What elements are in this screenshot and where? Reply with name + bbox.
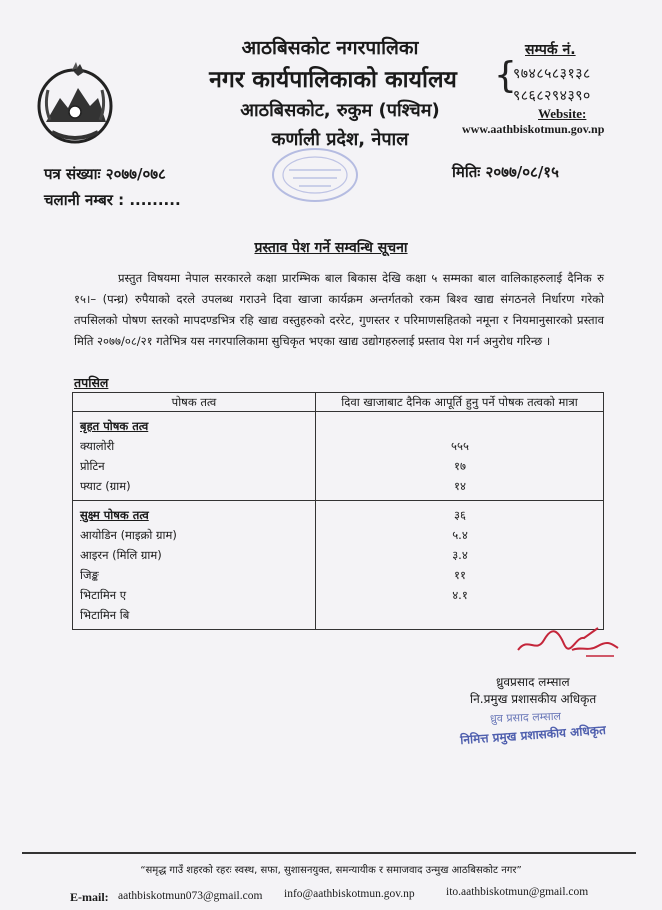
footer-divider (22, 852, 636, 854)
nutrient-value: ३.४ (452, 548, 468, 562)
letter-date: मितिः २०७७/०८/१५ (452, 163, 559, 181)
signer-designation: नि.प्रमुख प्रशासकीय अधिकृत (470, 692, 597, 706)
nutrient-name: आइरन (मिलि ग्राम) (80, 548, 162, 562)
website-url: www.aathbiskotmun.gov.np (462, 122, 605, 136)
macro-nutrient-values (316, 412, 604, 501)
nutrient-value: १७ (454, 459, 466, 473)
footer-slogan: “समृद्ध गाउँ शहरको रहरः स्वस्थ, सफा, सुशासनयुक्त, समन्यायीक र समाजवाद उन्मुख आठबिसकोट नगर” (140, 865, 522, 876)
subject-text: प्रस्ताव पेश गर्ने सम्वन्धि सूचना (254, 240, 408, 256)
micro-nutrient-values (316, 501, 604, 630)
macro-nutrient-names (73, 412, 316, 501)
email-address-2[interactable]: info@aathbiskotmun.gov.np (284, 888, 415, 900)
municipality-name: आठबिसकोट नगरपालिका (241, 37, 419, 59)
brace-icon: { (494, 55, 517, 96)
office-name: नगर कार्यपालिकाको कार्यालय (209, 67, 457, 93)
table-header-row (73, 393, 604, 412)
office-location: आठबिसकोट, रुकुम (पश्चिम) (240, 100, 440, 121)
macro-group-title: बृहत पोषक तत्व (80, 419, 149, 433)
nutrient-name: जिङ्क (80, 568, 99, 582)
nutrient-value: ३६ (454, 508, 466, 522)
schedule-label: तपसिल (74, 375, 109, 390)
body-paragraph (74, 268, 604, 352)
nutrient-value: ११ (454, 568, 466, 582)
email-address-3[interactable]: ito.aathbiskotmun@gmail.com (446, 886, 589, 898)
signer-name: ध्रुवप्रसाद लम्साल (496, 675, 570, 689)
table-row-macro (73, 412, 604, 501)
nutrient-name: आयोडिन (माइक्रो ग्राम) (80, 528, 177, 542)
table-header-quantity: दिवा खाजाबाट दैनिक आपूर्ति हुनु पर्ने पोषक तत्वको मात्रा (316, 393, 604, 412)
body-text: प्रस्तुत विषयमा नेपाल सरकारले कक्षा प्रारम्भिक बाल बिकास देखि कक्षा ५ सम्मका बाल वालिकाहरुलाई दैनिक रु १५।– (पन्ध्र) रुपैयाको दरले उपलब्ध गराउने दिवा खाजा कार्यक्रम अन्तर्गतको रकम बिश्व खाद्य संगठनले निर्धारण गरेको तपसिलको पोषण स्तरको मापदण्डभित्र रहि खाद्य वस्तुहरुको दररेट, गुणस्तर र परिमाणसहितको नमूना र नियमानुसारको प्रस्ताव मिति २०७७/०८/२१ गतेभित्र यस नगरपालिकामा सुचिकृत भएका खाद्य उद्योगहरुलाई प्रस्ताव पेश गर्न अनुरोध गरिन्छ । (74, 271, 604, 348)
nutrient-value: ५५५ (451, 439, 469, 453)
nutrient-name: क्यालोरी (80, 439, 115, 453)
phone-number-1: ९७४८५८३१३८ (513, 66, 591, 82)
nutrient-value: ४.१ (452, 588, 468, 602)
micro-nutrient-names (73, 501, 316, 630)
nutrient-name: भिटामिन बि (80, 608, 130, 622)
contact-title: सम्पर्क नं. (525, 42, 576, 58)
micro-group-title: सुक्ष्म पोषक तत्व (80, 508, 149, 522)
nutrient-name: फ्याट (ग्राम) (80, 479, 131, 493)
nepal-emblem-icon (34, 62, 116, 146)
nutrient-name: भिटामिन ए (80, 588, 127, 602)
stamp-name: ध्रुव प्रसाद लम्साल (489, 709, 562, 726)
office-seal-icon (255, 140, 375, 210)
dispatch-number: चलानी नम्बर : ......... (44, 191, 181, 209)
nutrient-value: ५.४ (452, 528, 468, 542)
email-label: E-mail: (70, 890, 109, 904)
table-row-micro (73, 501, 604, 630)
email-address-1[interactable]: aathbiskotmun073@gmail.com (118, 890, 263, 902)
table-header-nutrient: पोषक तत्व (73, 393, 316, 412)
province-name: कर्णाली प्रदेश, नेपाल (271, 129, 409, 150)
nutrition-table (72, 392, 604, 630)
handwritten-signature-icon (514, 616, 624, 664)
nutrient-name: प्रोटिन (80, 459, 105, 473)
reference-number: पत्र संख्याः २०७७/०७८ (44, 165, 166, 183)
phone-number-2: ९८६८२९४३९० (513, 88, 591, 104)
nutrient-value: १४ (454, 479, 466, 493)
subject-line (0, 238, 662, 257)
stamp-designation: निमित्त प्रमुख प्रशासकीय अधिकृत (459, 722, 607, 748)
website-label: Website: (538, 106, 587, 121)
